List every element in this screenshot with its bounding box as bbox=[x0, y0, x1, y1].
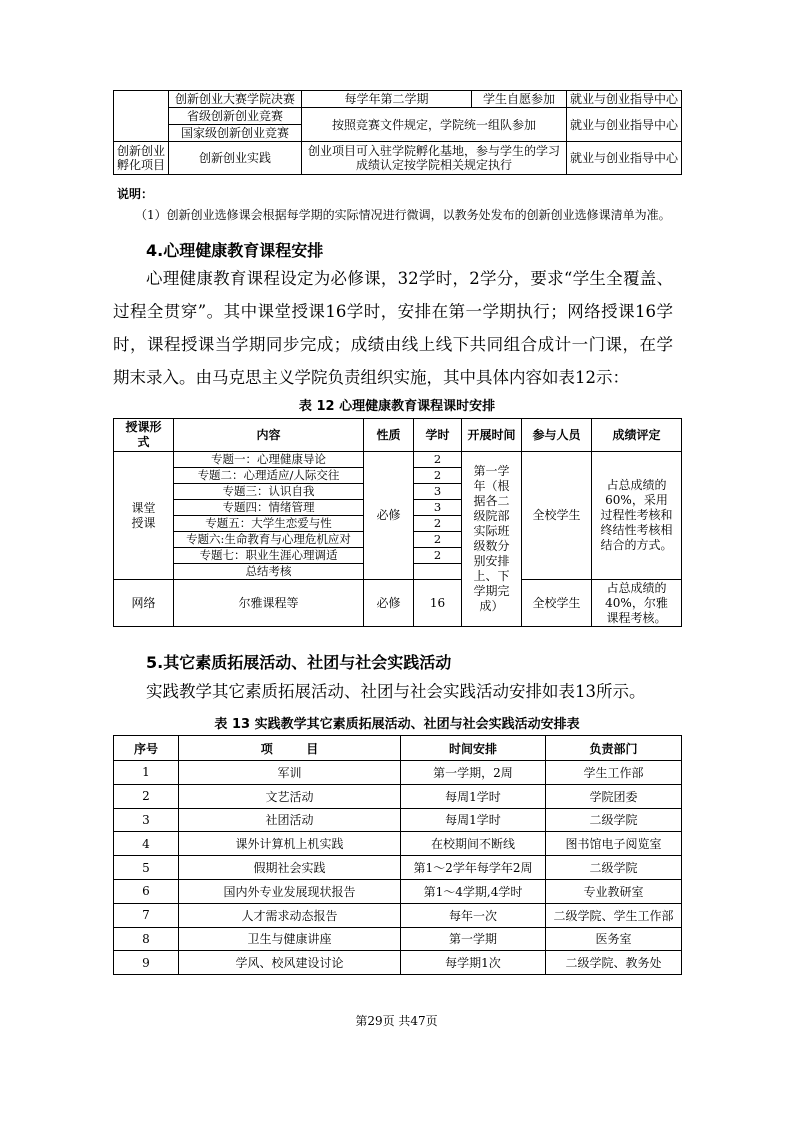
table-row bbox=[114, 108, 682, 125]
activity-arrangement: 创业项目可入驻学院孵化基地，参与学生的学习成绩认定按学院相关规定执行 bbox=[302, 142, 567, 175]
dept-cell: 学院团委 bbox=[546, 784, 682, 808]
hours-cell: 2 bbox=[414, 548, 462, 564]
category-cell bbox=[114, 91, 169, 142]
table-row bbox=[114, 856, 682, 880]
table-row bbox=[114, 808, 682, 832]
row-number: 4 bbox=[114, 832, 179, 856]
table-row bbox=[114, 452, 682, 468]
practice-activities-table bbox=[113, 735, 682, 975]
schedule-cell: 每年一次 bbox=[401, 903, 546, 927]
column-header: 时间安排 bbox=[401, 736, 546, 761]
column-header: 负责部门 bbox=[546, 736, 682, 761]
innovation-activities-table bbox=[113, 90, 682, 175]
activity-arrangement: 按照竞赛文件规定，学院统一组队参加 bbox=[302, 108, 567, 142]
participants-cell: 全校学生 bbox=[522, 580, 592, 627]
hours-cell: 16 bbox=[414, 580, 462, 627]
schedule-cell: 每周1学时 bbox=[401, 784, 546, 808]
hours-cell: 3 bbox=[414, 500, 462, 516]
dept-cell: 二级学院、学生工作部 bbox=[546, 903, 682, 927]
schedule-cell: 第一学期 bbox=[401, 927, 546, 951]
topic-cell: 专题一：心理健康导论 bbox=[174, 452, 364, 468]
hours-cell: 2 bbox=[414, 452, 462, 468]
topic-cell: 专题二：心理适应/人际交往 bbox=[174, 468, 364, 484]
activity-name: 国家级创新创业竞赛 bbox=[169, 125, 302, 142]
topic-cell: 总结考核 bbox=[174, 564, 364, 580]
table-row bbox=[114, 903, 682, 927]
topic-cell: 尔雅课程等 bbox=[174, 580, 364, 627]
schedule-cell: 第1～4学期,4学时 bbox=[401, 879, 546, 903]
page-number: 第29页 共47页 bbox=[355, 1014, 438, 1028]
activity-dept: 就业与创业指导中心 bbox=[567, 108, 682, 142]
topic-cell: 专题七：职业生涯心理调适 bbox=[174, 548, 364, 564]
row-number: 1 bbox=[114, 761, 179, 785]
activity-dept: 就业与创业指导中心 bbox=[567, 142, 682, 175]
table-header-row bbox=[114, 736, 682, 761]
schedule-cell: 每周1学时 bbox=[401, 808, 546, 832]
note-text: （1）创新创业选修课会根据每学期的实际情况进行微调，以教务处发布的创新创业选修课清单为准。 bbox=[135, 208, 671, 222]
item-cell: 社团活动 bbox=[179, 808, 401, 832]
table-title: 表 12 心理健康教育课程课时安排 bbox=[298, 399, 496, 414]
participants-cell: 全校学生 bbox=[522, 452, 592, 580]
activity-dept: 就业与创业指导中心 bbox=[567, 91, 682, 108]
table-row bbox=[114, 879, 682, 903]
nature-cell: 必修 bbox=[364, 452, 414, 580]
column-header: 参与人员 bbox=[522, 419, 592, 452]
row-number: 8 bbox=[114, 927, 179, 951]
table-row bbox=[114, 142, 682, 175]
note-label: 说明： bbox=[117, 187, 154, 201]
item-cell: 国内外专业发展现状报告 bbox=[179, 879, 401, 903]
table-row bbox=[114, 761, 682, 785]
dept-cell: 二级学院、教务处 bbox=[546, 951, 682, 975]
grading-cell: 占总成绩的60%，采用过程性考核和终结性考核相结合的方式。 bbox=[592, 452, 682, 580]
activity-name: 省级创新创业竞赛 bbox=[169, 108, 302, 125]
table-row bbox=[114, 784, 682, 808]
schedule-cell: 在校期间不断线 bbox=[401, 832, 546, 856]
row-number: 3 bbox=[114, 808, 179, 832]
activity-mode: 学生自愿参加 bbox=[472, 91, 567, 108]
table-title: 表 13 实践教学其它素质拓展活动、社团与社会实践活动安排表 bbox=[214, 717, 580, 732]
column-header: 性质 bbox=[364, 419, 414, 452]
topic-cell: 专题五：大学生恋爱与性 bbox=[174, 516, 364, 532]
column-header: 序号 bbox=[114, 736, 179, 761]
hours-cell: 3 bbox=[414, 484, 462, 500]
table-row bbox=[114, 580, 682, 627]
form-cell: 网络 bbox=[114, 580, 174, 627]
column-header: 项 目 bbox=[179, 736, 401, 761]
section-heading: 5.其它素质拓展活动、社团与社会实践活动 bbox=[146, 653, 452, 672]
column-header: 授课形式 bbox=[114, 419, 174, 452]
topic-cell: 专题三：认识自我 bbox=[174, 484, 364, 500]
row-number: 7 bbox=[114, 903, 179, 927]
dept-cell: 学生工作部 bbox=[546, 761, 682, 785]
item-cell: 人才需求动态报告 bbox=[179, 903, 401, 927]
hours-cell: 2 bbox=[414, 516, 462, 532]
table-row bbox=[114, 832, 682, 856]
category-cell: 创新创业孵化项目 bbox=[114, 142, 169, 175]
item-cell: 学风、校风建设讨论 bbox=[179, 951, 401, 975]
table-row bbox=[114, 927, 682, 951]
table-row bbox=[114, 951, 682, 975]
activity-name: 创新创业大赛学院决赛 bbox=[169, 91, 302, 108]
item-cell: 军训 bbox=[179, 761, 401, 785]
item-cell: 课外计算机上机实践 bbox=[179, 832, 401, 856]
psych-course-table bbox=[113, 418, 682, 627]
dept-cell: 图书馆电子阅览室 bbox=[546, 832, 682, 856]
grading-cell: 占总成绩的40%，尔雅课程考核。 bbox=[592, 580, 682, 627]
activity-time: 每学年第二学期 bbox=[302, 91, 472, 108]
row-number: 2 bbox=[114, 784, 179, 808]
hours-cell: 2 bbox=[414, 532, 462, 548]
form-cell: 课堂授课 bbox=[114, 452, 174, 580]
dept-cell: 二级学院 bbox=[546, 856, 682, 880]
topic-cell: 专题四：情绪管理 bbox=[174, 500, 364, 516]
item-cell: 假期社会实践 bbox=[179, 856, 401, 880]
time-cell: 第一学年（根据各二级院部实际班级数分别安排上、下学期完成） bbox=[462, 452, 522, 627]
schedule-cell: 每学期1次 bbox=[401, 951, 546, 975]
column-header: 成绩评定 bbox=[592, 419, 682, 452]
section-heading: 4.心理健康教育课程安排 bbox=[146, 241, 324, 260]
table-row bbox=[114, 91, 682, 108]
column-header: 内容 bbox=[174, 419, 364, 452]
table-header-row bbox=[114, 419, 682, 452]
column-header: 学时 bbox=[414, 419, 462, 452]
row-number: 5 bbox=[114, 856, 179, 880]
dept-cell: 二级学院 bbox=[546, 808, 682, 832]
item-cell: 卫生与健康讲座 bbox=[179, 927, 401, 951]
row-number: 6 bbox=[114, 879, 179, 903]
hours-cell: 2 bbox=[414, 468, 462, 484]
activity-name: 创新创业实践 bbox=[169, 142, 302, 175]
item-cell: 文艺活动 bbox=[179, 784, 401, 808]
section-paragraph: 实践教学其它素质拓展活动、社团与社会实践活动安排如表13所示。 bbox=[146, 682, 646, 701]
schedule-cell: 第一学期，2周 bbox=[401, 761, 546, 785]
row-number: 9 bbox=[114, 951, 179, 975]
section-paragraph: 心理健康教育课程设定为必修课，32学时，2学分，要求“学生全覆盖、过程全贯穿”。其中课堂授课16学时，安排在第一学期执行；网络授课16学时，课程授课当学期同步完成；成绩由线上线下共同组合成计一门课，在学期末录入。由马克思主义学院负责组织实施，其中具体内容如表12示： bbox=[113, 269, 673, 387]
nature-cell: 必修 bbox=[364, 580, 414, 627]
hours-cell bbox=[414, 564, 462, 580]
column-header: 开展时间 bbox=[462, 419, 522, 452]
topic-cell: 专题六:生命教育与心理危机应对 bbox=[174, 532, 364, 548]
dept-cell: 专业教研室 bbox=[546, 879, 682, 903]
schedule-cell: 第1～2学年每学年2周 bbox=[401, 856, 546, 880]
dept-cell: 医务室 bbox=[546, 927, 682, 951]
